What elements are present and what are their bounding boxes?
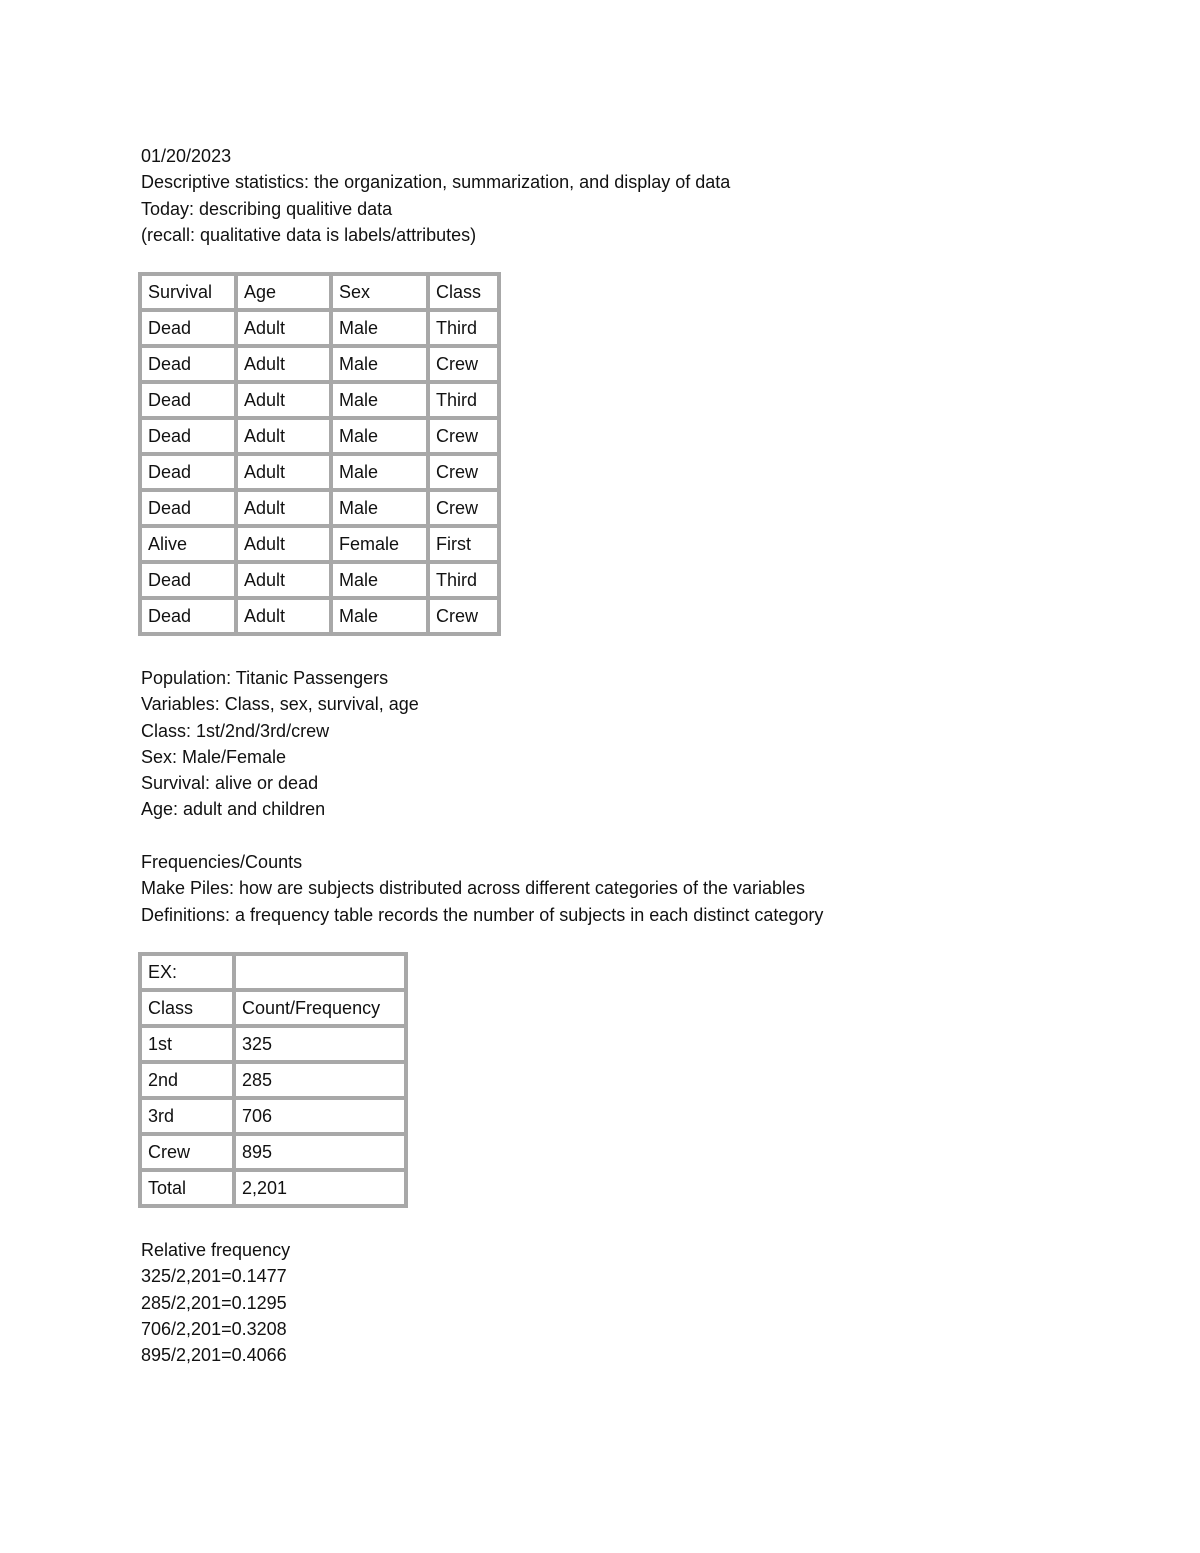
table-cell: Male: [331, 490, 428, 526]
table-header-row: [140, 990, 406, 1026]
table-cell: Male: [331, 562, 428, 598]
table-row: [140, 454, 499, 490]
table-cell: Crew: [428, 598, 499, 634]
table-cell: Adult: [236, 346, 331, 382]
table-cell: 2nd: [140, 1062, 234, 1098]
table-row: [140, 1134, 406, 1170]
table-cell: Male: [331, 382, 428, 418]
header-cell-count: Count/Frequency: [234, 990, 406, 1026]
table-cell: 285: [234, 1062, 406, 1098]
population-line-5: Survival: alive or dead: [141, 773, 319, 794]
frequency-section: [141, 849, 823, 928]
table-cell: 895: [234, 1134, 406, 1170]
table-cell: Dead: [140, 418, 236, 454]
relative-line-2: 325/2,201=0.1477: [141, 1266, 287, 1287]
intro-line-1: Descriptive statistics: the organization, summarization, and display of data: [141, 172, 731, 193]
table-cell: Dead: [140, 598, 236, 634]
table-cell: Male: [331, 346, 428, 382]
table-cell: Alive: [140, 526, 236, 562]
table-cell: Male: [331, 418, 428, 454]
table-row: [140, 562, 499, 598]
table-title-row: [140, 954, 406, 990]
title-cell-ex: EX:: [140, 954, 234, 990]
table-cell: Total: [140, 1170, 234, 1206]
table-cell: Male: [331, 598, 428, 634]
table-cell: 706: [234, 1098, 406, 1134]
header-cell-sex: Sex: [331, 274, 428, 310]
table-row: [140, 598, 499, 634]
table-cell: Crew: [428, 454, 499, 490]
header-cell-survival: Survival: [140, 274, 236, 310]
relative-line-4: 706/2,201=0.3208: [141, 1318, 287, 1339]
table-row: [140, 490, 499, 526]
table-cell: Dead: [140, 346, 236, 382]
table-cell: Adult: [236, 562, 331, 598]
header-cell-class: Class: [428, 274, 499, 310]
table-cell: Male: [331, 454, 428, 490]
table-cell: Dead: [140, 310, 236, 346]
relative-line-3: 285/2,201=0.1295: [141, 1292, 287, 1313]
table-cell: Dead: [140, 562, 236, 598]
relative-line-5: 895/2,201=0.4066: [141, 1345, 287, 1366]
table-cell: Adult: [236, 310, 331, 346]
note-date: 01/20/2023: [141, 146, 232, 166]
population-line-4: Sex: Male/Female: [141, 746, 287, 767]
table-cell: Crew: [428, 346, 499, 382]
table-cell: Dead: [140, 382, 236, 418]
table-cell: Dead: [140, 454, 236, 490]
table-cell: Third: [428, 562, 499, 598]
table-cell: 3rd: [140, 1098, 234, 1134]
header-cell-class: Class: [140, 990, 234, 1026]
table-cell: Adult: [236, 454, 331, 490]
table-row: [140, 526, 499, 562]
table-cell: Male: [331, 310, 428, 346]
table-cell: Adult: [236, 598, 331, 634]
table-row: [140, 310, 499, 346]
relative-line-1: Relative frequency: [141, 1240, 291, 1260]
population-line-1: Population: Titanic Passengers: [141, 668, 389, 688]
table-cell: Third: [428, 382, 499, 418]
table-cell: First: [428, 526, 499, 562]
table-row: [140, 1062, 406, 1098]
table-cell: Adult: [236, 490, 331, 526]
population-line-2: Variables: Class, sex, survival, age: [141, 694, 419, 715]
population-line-3: Class: 1st/2nd/3rd/crew: [141, 720, 330, 741]
frequency-line-2: Make Piles: how are subjects distributed across different categories of the variables: [141, 878, 806, 899]
titanic-data-table: [138, 272, 501, 636]
table-cell: Adult: [236, 382, 331, 418]
table-row: [140, 1026, 406, 1062]
intro-section: [141, 143, 730, 248]
table-cell: Adult: [236, 418, 331, 454]
frequency-table: [138, 952, 408, 1208]
table-row: [140, 418, 499, 454]
table-row: [140, 346, 499, 382]
table-cell: Crew: [428, 418, 499, 454]
frequency-line-1: Frequencies/Counts: [141, 852, 303, 872]
table-cell: Adult: [236, 526, 331, 562]
table-row: [140, 1098, 406, 1134]
table-header-row: [140, 274, 499, 310]
table-cell: 325: [234, 1026, 406, 1062]
population-section: [141, 665, 419, 823]
table-cell: Dead: [140, 490, 236, 526]
intro-line-3: (recall: qualitative data is labels/attributes): [141, 224, 477, 245]
table-row: [140, 382, 499, 418]
table-cell: Crew: [140, 1134, 234, 1170]
intro-line-2: Today: describing qualitive data: [141, 198, 393, 219]
header-cell-age: Age: [236, 274, 331, 310]
frequency-line-3: Definitions: a frequency table records the number of subjects in each distinct category: [141, 904, 824, 925]
relative-frequency-section: [141, 1237, 290, 1368]
table-cell: 1st: [140, 1026, 234, 1062]
table-cell: 2,201: [234, 1170, 406, 1206]
population-line-6: Age: adult and children: [141, 799, 326, 820]
table-cell: Crew: [428, 490, 499, 526]
title-cell-empty: [234, 954, 406, 990]
table-row: [140, 1170, 406, 1206]
table-cell: Female: [331, 526, 428, 562]
table-cell: Third: [428, 310, 499, 346]
